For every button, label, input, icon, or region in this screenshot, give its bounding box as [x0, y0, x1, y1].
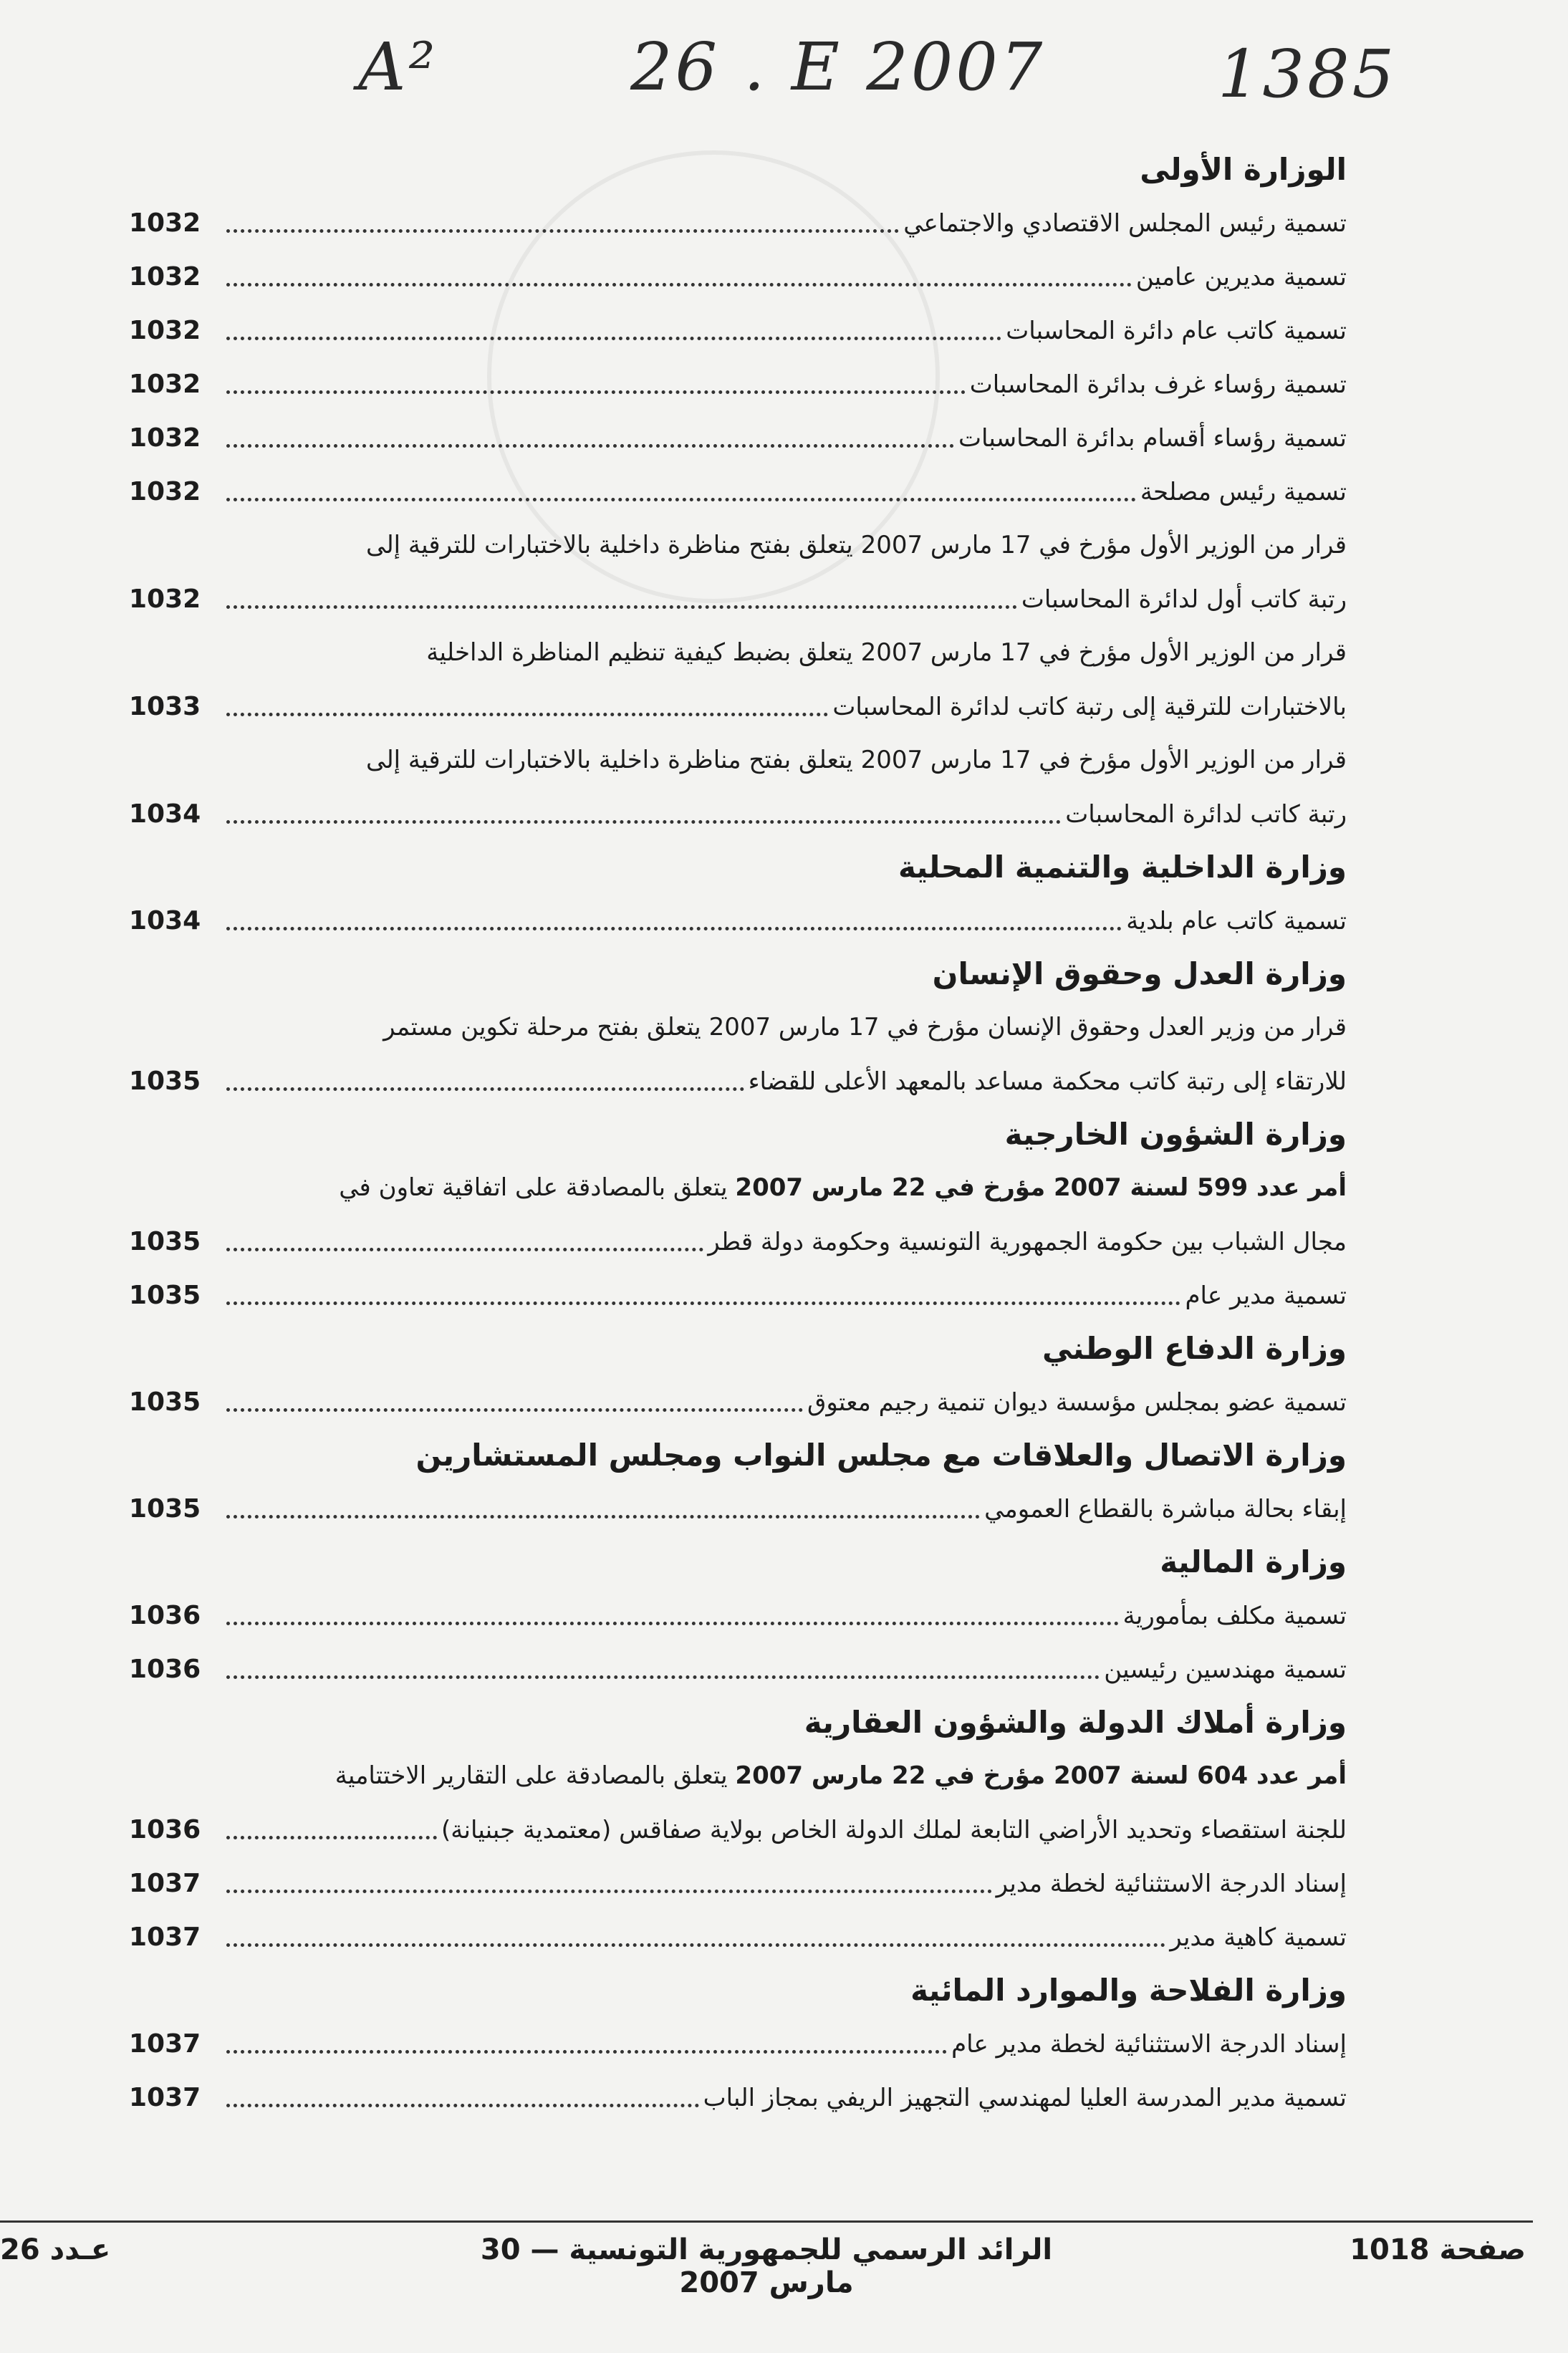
entry-text: قرار من الوزير الأول مؤرخ في 17 مارس 2007 يتعلق بضبط كيفية تنظيم المناظرة الداخلية — [426, 638, 1347, 667]
entry-line — [129, 572, 1347, 626]
toc-entry[interactable] — [129, 250, 1347, 304]
page-number: 1035 — [129, 1227, 201, 1256]
entry-text: تسمية رؤساء غرف بدائرة المحاسبات — [969, 370, 1347, 399]
page-number: 1032 — [129, 423, 201, 453]
entry-text: مجال الشباب بين حكومة الجمهورية التونسية وحكومة دولة قطر — [708, 1228, 1347, 1256]
dot-leader — [226, 1408, 803, 1412]
dot-leader — [226, 1622, 1119, 1625]
page-number: 1037 — [129, 1869, 201, 1898]
section-title: وزارة الفلاحة والموارد المائية — [910, 1973, 1347, 2008]
entry-text: رتبة كاتب لدائرة المحاسبات — [1065, 800, 1347, 829]
toc-section — [129, 143, 1347, 841]
toc-entry[interactable] — [129, 1910, 1347, 1964]
section-title: وزارة الدفاع الوطني — [1042, 1331, 1347, 1366]
section-title: الوزارة الأولى — [1140, 152, 1347, 187]
handwritten-number: 1385 — [1218, 36, 1398, 112]
page-number: 1037 — [129, 2083, 201, 2112]
toc-entry[interactable] — [129, 1749, 1347, 1857]
page-number: 1032 — [129, 316, 201, 345]
toc-entry[interactable] — [129, 1375, 1347, 1429]
page-number: 1036 — [129, 1655, 201, 1684]
page-number: 1032 — [129, 477, 201, 506]
entry-line — [129, 1803, 1347, 1857]
dot-leader — [226, 1836, 437, 1839]
footer-issue-number: عـدد 26 — [0, 2233, 111, 2266]
section-title: وزارة الداخلية والتنمية المحلية — [898, 850, 1347, 885]
page-number: 1035 — [129, 1067, 201, 1096]
entry-line — [129, 411, 1347, 465]
dot-leader — [226, 283, 1132, 287]
toc-entry[interactable] — [129, 196, 1347, 250]
page-number: 1032 — [129, 370, 201, 399]
entry-line — [129, 680, 1347, 733]
section-title: وزارة أملاك الدولة والشؤون العقارية — [804, 1705, 1347, 1740]
toc-section — [129, 841, 1347, 948]
entry-text: للجنة استقصاء وتحديد الأراضي التابعة لملك الدولة الخاص بولاية صفاقس (معتمدية جبنيانة) — [441, 1816, 1347, 1844]
entry-bold-text: أمر عدد 604 لسنة 2007 مؤرخ في 22 مارس 2007 — [735, 1761, 1347, 1790]
entry-text: تسمية مدير المدرسة العليا لمهندسي التجهيز الريفي بمجاز الباب — [703, 2084, 1347, 2112]
toc-entry[interactable] — [129, 2017, 1347, 2071]
footer-page-number: صفحة 1018 — [1350, 2233, 1526, 2266]
entry-line — [129, 1910, 1347, 1964]
entry-text — [339, 1161, 1347, 1215]
toc-entry[interactable] — [129, 1269, 1347, 1322]
entry-line — [129, 304, 1347, 357]
dot-leader — [226, 1248, 703, 1251]
toc-entry[interactable] — [129, 519, 1347, 626]
entry-line — [129, 357, 1347, 411]
toc-section — [129, 1964, 1347, 2125]
entry-line — [136, 733, 1347, 787]
entry-line — [129, 250, 1347, 304]
entry-text: تسمية مدير عام — [1185, 1281, 1347, 1310]
section-title: وزارة المالية — [1160, 1544, 1347, 1579]
entry-text — [335, 1749, 1347, 1803]
page-number: 1035 — [129, 1281, 201, 1310]
entry-line — [129, 1482, 1347, 1536]
entry-line — [136, 1001, 1347, 1054]
page-number: 1034 — [129, 906, 201, 935]
section-title: وزارة الشؤون الخارجية — [1004, 1117, 1347, 1152]
table-of-contents — [129, 143, 1347, 2125]
entry-line — [129, 465, 1347, 519]
entry-line — [136, 1161, 1347, 1215]
page-number: 1033 — [129, 692, 201, 721]
dot-leader — [226, 820, 1061, 824]
toc-entry[interactable] — [129, 1642, 1347, 1696]
page-number: 1032 — [129, 584, 201, 614]
entry-text: قرار من وزير العدل وحقوق الإنسان مؤرخ في 17 مارس 2007 يتعلق بفتح مرحلة تكوين مستمر — [383, 1013, 1347, 1041]
entry-text: تسمية رئيس مصلحة — [1140, 478, 1347, 506]
entry-line — [129, 1589, 1347, 1642]
entry-line — [129, 1642, 1347, 1696]
toc-entry[interactable] — [129, 1857, 1347, 1910]
dot-leader — [226, 1943, 1165, 1947]
handwritten-date: 26 . E 2007 — [630, 29, 1046, 105]
page-number: 1032 — [129, 208, 201, 238]
toc-entry[interactable] — [129, 1589, 1347, 1642]
toc-section — [129, 1108, 1347, 1322]
entry-text: تسمية كاتب عام بلدية — [1126, 907, 1347, 935]
page-number: 1034 — [129, 799, 201, 829]
toc-entry[interactable] — [129, 357, 1347, 411]
entry-text: تسمية مهندسين رئيسين — [1104, 1655, 1347, 1684]
entry-text: تسمية رؤساء أقسام بدائرة المحاسبات — [958, 424, 1347, 453]
section-title: وزارة الاتصال والعلاقات مع مجلس النواب ومجلس المستشارين — [415, 1438, 1347, 1473]
entry-line — [129, 1857, 1347, 1910]
toc-section — [129, 1322, 1347, 1429]
entry-text: قرار من الوزير الأول مؤرخ في 17 مارس 2007 يتعلق بفتح مناظرة داخلية بالاختبارات للترقية إلى — [365, 746, 1347, 774]
toc-entry[interactable] — [129, 1161, 1347, 1269]
footer-divider — [0, 2220, 1533, 2223]
dot-leader — [226, 337, 1001, 340]
entry-line — [129, 787, 1347, 841]
entry-line — [136, 1749, 1347, 1803]
page-number: 1035 — [129, 1387, 201, 1417]
dot-leader — [226, 1890, 992, 1893]
toc-entry[interactable] — [129, 411, 1347, 465]
entry-line — [129, 1269, 1347, 1322]
toc-entry[interactable] — [129, 304, 1347, 357]
entry-text: تسمية مكلف بمأمورية — [1122, 1602, 1347, 1630]
dot-leader — [226, 605, 1017, 609]
entry-bold-text: أمر عدد 599 لسنة 2007 مؤرخ في 22 مارس 2007 — [735, 1173, 1347, 1202]
footer-journal-title: الرائد الرسمي للجمهورية التونسية — 30 مارس 2007 — [480, 2233, 1053, 2299]
dot-leader — [226, 713, 828, 716]
entry-line — [129, 1375, 1347, 1429]
entry-line — [136, 519, 1347, 572]
toc-entry[interactable] — [129, 1001, 1347, 1108]
entry-text: بالاختبارات للترقية إلى رتبة كاتب لدائرة المحاسبات — [832, 693, 1347, 721]
entry-rest-text: يتعلق بالمصادقة على التقارير الاختتامية — [335, 1761, 736, 1790]
entry-line — [129, 2017, 1347, 2071]
dot-leader — [226, 2104, 699, 2107]
toc-entry[interactable] — [129, 1482, 1347, 1536]
entry-rest-text: يتعلق بالمصادقة على اتفاقية تعاون في — [339, 1173, 736, 1202]
page-number: 1036 — [129, 1815, 201, 1844]
page-number: 1036 — [129, 1601, 201, 1630]
dot-leader — [226, 1087, 744, 1091]
entry-line — [136, 626, 1347, 680]
handwritten-ref: A² — [358, 29, 438, 105]
entry-line — [129, 196, 1347, 250]
dot-leader — [226, 1675, 1100, 1679]
entry-line — [129, 1215, 1347, 1269]
toc-entry[interactable] — [129, 626, 1347, 733]
toc-entry[interactable] — [129, 733, 1347, 841]
dot-leader — [226, 2050, 947, 2054]
dot-leader — [226, 444, 954, 448]
dot-leader — [226, 229, 899, 233]
entry-text: تسمية مديرين عامين — [1135, 263, 1347, 292]
page-number: 1037 — [129, 2029, 201, 2059]
entry-text: إسناد الدرجة الاستثنائية لخطة مدير عام — [951, 2030, 1347, 2059]
dot-leader — [226, 1301, 1180, 1305]
entry-text: إسناد الدرجة الاستثنائية لخطة مدير — [996, 1870, 1347, 1898]
toc-entry[interactable] — [129, 894, 1347, 948]
toc-section — [129, 948, 1347, 1108]
dot-leader — [226, 1515, 980, 1519]
entry-text: للارتقاء إلى رتبة كاتب محكمة مساعد بالمعهد الأعلى للقضاء — [748, 1067, 1347, 1096]
toc-section — [129, 1536, 1347, 1696]
toc-section — [129, 1696, 1347, 1964]
page-number: 1032 — [129, 262, 201, 292]
handwritten-annotations — [0, 21, 1568, 136]
page-number: 1037 — [129, 1923, 201, 1952]
dot-leader — [226, 927, 1122, 930]
dot-leader — [226, 390, 966, 394]
toc-section — [129, 1429, 1347, 1536]
page-footer — [0, 2233, 1533, 2299]
entry-text: إبقاء بحالة مباشرة بالقطاع العمومي — [984, 1495, 1347, 1524]
entry-text: تسمية كاتب عام دائرة المحاسبات — [1006, 317, 1347, 345]
entry-text: رتبة كاتب أول لدائرة المحاسبات — [1021, 585, 1347, 614]
entry-line — [129, 894, 1347, 948]
entry-text: تسمية رئيس المجلس الاقتصادي والاجتماعي — [903, 209, 1347, 238]
dot-leader — [226, 498, 1136, 501]
section-title: وزارة العدل وحقوق الإنسان — [932, 956, 1347, 991]
entry-text: قرار من الوزير الأول مؤرخ في 17 مارس 2007 يتعلق بفتح مناظرة داخلية بالاختبارات للترقية إلى — [365, 531, 1347, 559]
entry-line — [129, 1054, 1347, 1108]
page-number: 1035 — [129, 1494, 201, 1524]
entry-text: تسمية عضو بمجلس مؤسسة ديوان تنمية رجيم معتوق — [807, 1388, 1347, 1417]
entry-text: تسمية كاهية مدير — [1170, 1923, 1347, 1952]
toc-entry[interactable] — [129, 2071, 1347, 2125]
entry-line — [129, 2071, 1347, 2125]
toc-entry[interactable] — [129, 465, 1347, 519]
